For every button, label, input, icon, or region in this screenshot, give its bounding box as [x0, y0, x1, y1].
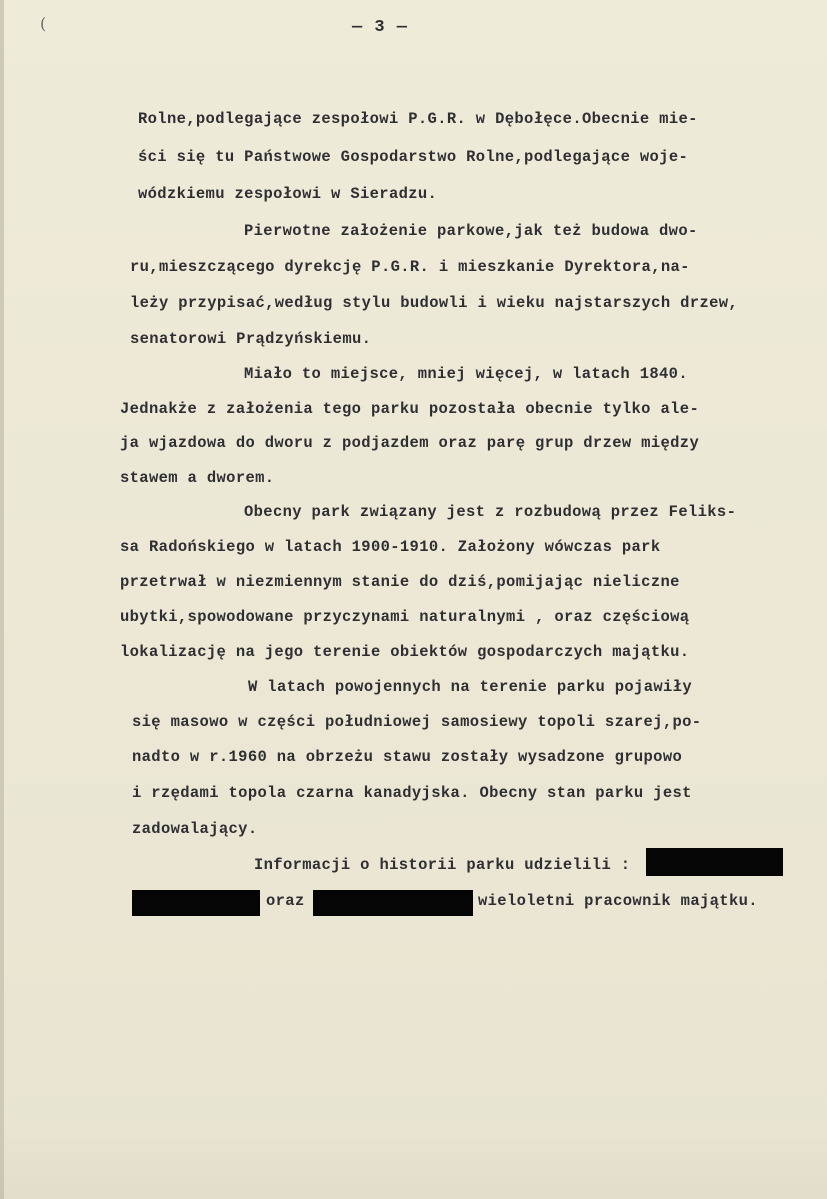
text-line: ru,mieszczącego dyrekcję P.G.R. i mieszkanie Dyrektora,na- — [130, 258, 690, 276]
text-line: i rzędami topola czarna kanadyjska. Obecny stan parku jest — [132, 784, 692, 802]
text-line: senatorowi Prądzyńskiemu. — [130, 330, 372, 348]
text-line: ści się tu Państwowe Gospodarstwo Rolne,podlegające woje- — [138, 148, 689, 166]
text-line: Rolne,podlegające zespołowi P.G.R. w Dębołęce.Obecnie mie- — [138, 110, 698, 128]
page-edge-shadow — [0, 0, 4, 1199]
text-line: sa Radońskiego w latach 1900-1910. Założony wówczas park — [120, 538, 661, 556]
text-line-tail: wieloletni pracownik majątku. — [478, 892, 758, 910]
text-line: zadowalający. — [132, 820, 258, 838]
text-line: ja wjazdowa do dworu z podjazdem oraz parę grup drzew między — [120, 434, 700, 452]
paper-shading — [0, 1119, 827, 1199]
text-line: wódzkiemu zespołowi w Sieradzu. — [138, 185, 438, 203]
text-word-oraz: oraz — [266, 892, 305, 910]
text-line: Miało to miejsce, mniej więcej, w latach 1840. — [244, 365, 688, 383]
text-line: stawem a dworem. — [120, 469, 275, 487]
text-line: Pierwotne założenie parkowe,jak też budowa dwo- — [244, 222, 698, 240]
redaction-box — [132, 890, 260, 916]
text-line: się masowo w części południowej samosiewy topoli szarej,po- — [132, 713, 702, 731]
text-line: W latach powojennych na terenie parku pojawiły — [248, 678, 692, 696]
text-line: przetrwał w niezmiennym stanie do dziś,pomijając nieliczne — [120, 573, 680, 591]
text-line: Jednakże z założenia tego parku pozostała obecnie tylko ale- — [120, 400, 700, 418]
redaction-box — [313, 890, 473, 916]
text-line: lokalizację na jego terenie obiektów gospodarczych majątku. — [120, 643, 690, 661]
margin-pencil-mark: ( — [40, 14, 47, 33]
text-line: ubytki,spowodowane przyczynami naturalnymi , oraz częściową — [120, 608, 690, 626]
text-line: leży przypisać,według stylu budowli i wieku najstarszych drzew, — [130, 294, 739, 312]
text-line: nadto w r.1960 na obrzeżu stawu zostały wysadzone grupowo — [132, 748, 683, 766]
redaction-box — [646, 848, 783, 876]
page-number: — 3 — — [352, 18, 409, 37]
text-line: Obecny park związany jest z rozbudową przez Feliks- — [244, 503, 737, 521]
text-line: Informacji o historii parku udzielili : — [254, 856, 631, 874]
